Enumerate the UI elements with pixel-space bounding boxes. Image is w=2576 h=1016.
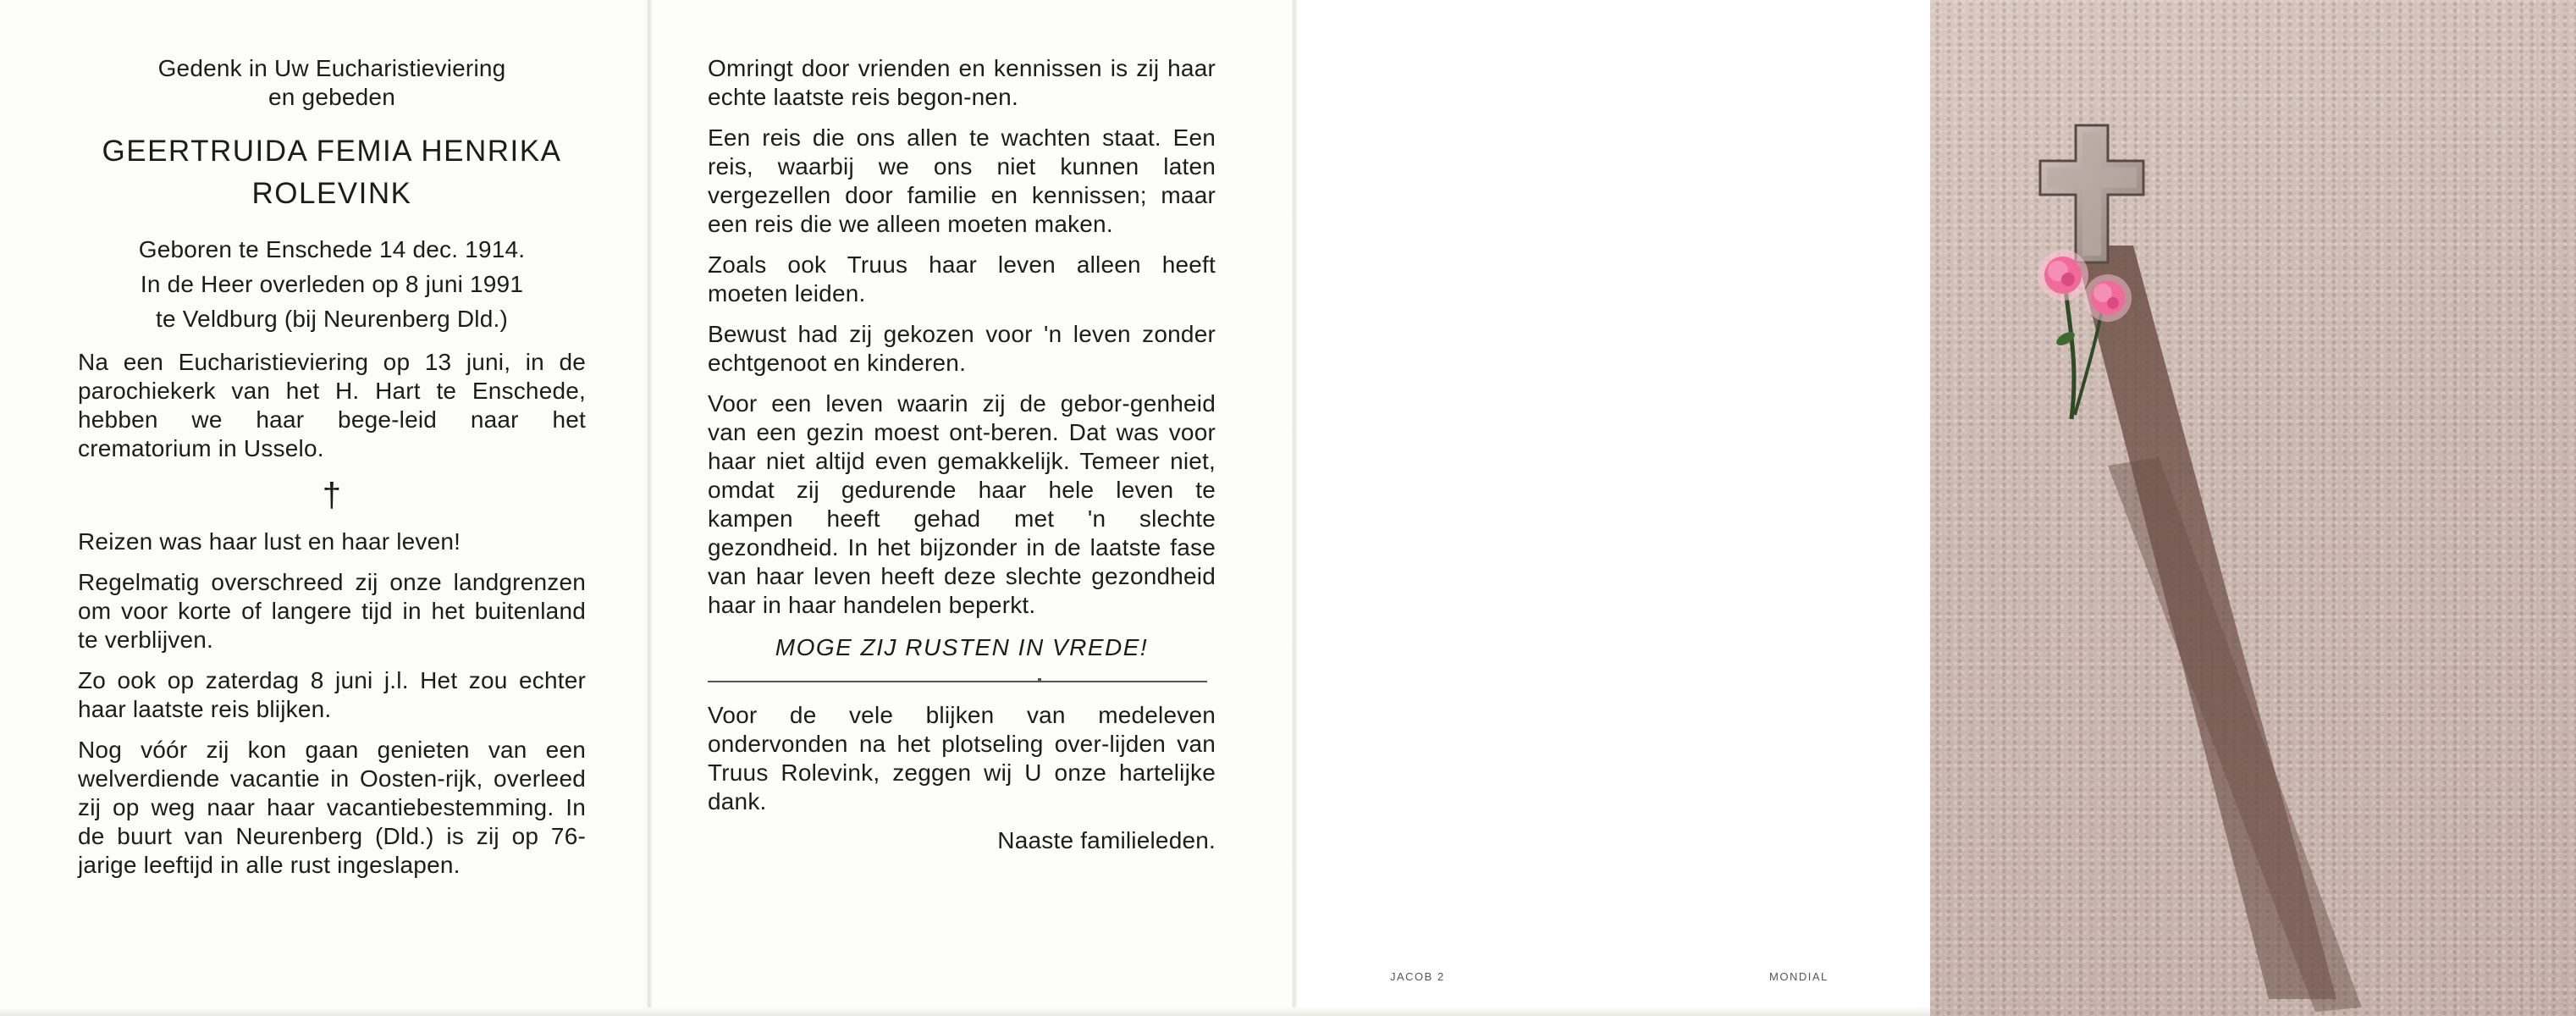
intro-line-2: en gebeden (268, 84, 395, 110)
rose-icon (2019, 237, 2146, 432)
birth-line: Geboren te Enschede 14 dec. 1914. (138, 236, 526, 262)
cross-symbol: † (322, 477, 342, 514)
intro-line-1: Gedenk in Uw Eucharistieviering (157, 55, 506, 81)
deceased-name (78, 130, 586, 215)
rose-bloom-1 (2038, 250, 2088, 301)
cover-photo (1930, 0, 2576, 1016)
left-page-text (78, 54, 586, 880)
deceased-given-names: GEERTRUIDA FEMIA HENRIKA (102, 135, 562, 168)
paragraph-journey: Een reis die ons allen te wachten staat. Een reis, waarbij we ons niet kunnen laten vergezellen door familie en kennissen; maar een reis die we alleen moeten maken. (708, 124, 1216, 237)
rose-stem-1 (2066, 288, 2074, 419)
thanks-paragraph: Voor de vele blijken van medeleven ondervonden na het plotseling over-lijden van Truus Rolevink, zeggen wij U onze hartelijke dank. (708, 702, 1216, 814)
paragraph-choice: Bewust had zij gekozen voor 'n leven zonder echtgenoot en kinderen. (708, 321, 1216, 376)
life-dates (78, 232, 586, 336)
divider-notch (1038, 678, 1041, 682)
middle-page-text (708, 54, 1216, 855)
publisher-mark: MONDIAL (1769, 970, 1829, 983)
fold-line-1 (647, 0, 652, 1016)
paragraph-last-trip: Zo ook op zaterdag 8 juni j.l. Het zou echter haar laatste reis blijken. (78, 667, 586, 722)
paragraph-travel: Reizen was haar lust en haar leven! (78, 528, 461, 555)
fold-line-2 (1292, 0, 1297, 1016)
death-place-line: te Veldburg (bij Neurenberg Dld.) (156, 306, 508, 332)
paragraph-health: Voor een leven waarin zij de gebor-genheid van een gezin moest ont-beren. Dat was voor haar niet altijd even gemakkelijk. Temeer niet, omdat zij gedurende haar hele leven te kampen heeft gehad met 'n slechte gezondheid. In het bijzonder in de laatste fase van haar leven heeft deze slechte gezondheid haar in haar handelen beperkt. (708, 390, 1216, 618)
left-page (0, 0, 650, 1016)
rose-bloom-2 (2084, 274, 2132, 322)
rest-in-peace-motto: MOGE ZIJ RUSTEN IN VREDE! (775, 634, 1149, 660)
back-page (1294, 0, 1930, 1016)
cross-shadow-secondary (2108, 457, 2362, 1012)
deceased-surname: ROLEVINK (251, 177, 412, 210)
paragraph-passing: Nog vóór zij kon gaan genieten van een welverdiende vacantie in Oosten-rijk, overleed zij op weg naar haar vacantiebestemming. In de buurt van Neurenberg (Dld.) is zij op 76-jarige leeftijd in alle rust ingeslapen. (78, 737, 586, 878)
paragraph-friends: Omringt door vrienden en kennissen is zij haar echte laatste reis begon-nen. (708, 55, 1216, 110)
printer-code: JACOB 2 (1390, 970, 1445, 983)
signature: Naaste familieleden. (997, 827, 1216, 853)
paragraph-borders: Regelmatig overschreed zij onze landgrenzen om voor korte of langere tijd in het buitenland te verblijven. (78, 569, 586, 653)
service-paragraph: Na een Eucharistieviering op 13 juni, in de parochiekerk van het H. Hart te Enschede, hebben we haar bege-leid naar het crematorium in Usselo. (78, 349, 586, 461)
divider-line (708, 681, 1207, 682)
paper-edge-bottom (0, 1008, 1930, 1016)
paragraph-alone: Zoals ook Truus haar leven alleen heeft moeten leiden. (708, 251, 1216, 306)
death-line: In de Heer overleden op 8 juni 1991 (140, 271, 524, 297)
